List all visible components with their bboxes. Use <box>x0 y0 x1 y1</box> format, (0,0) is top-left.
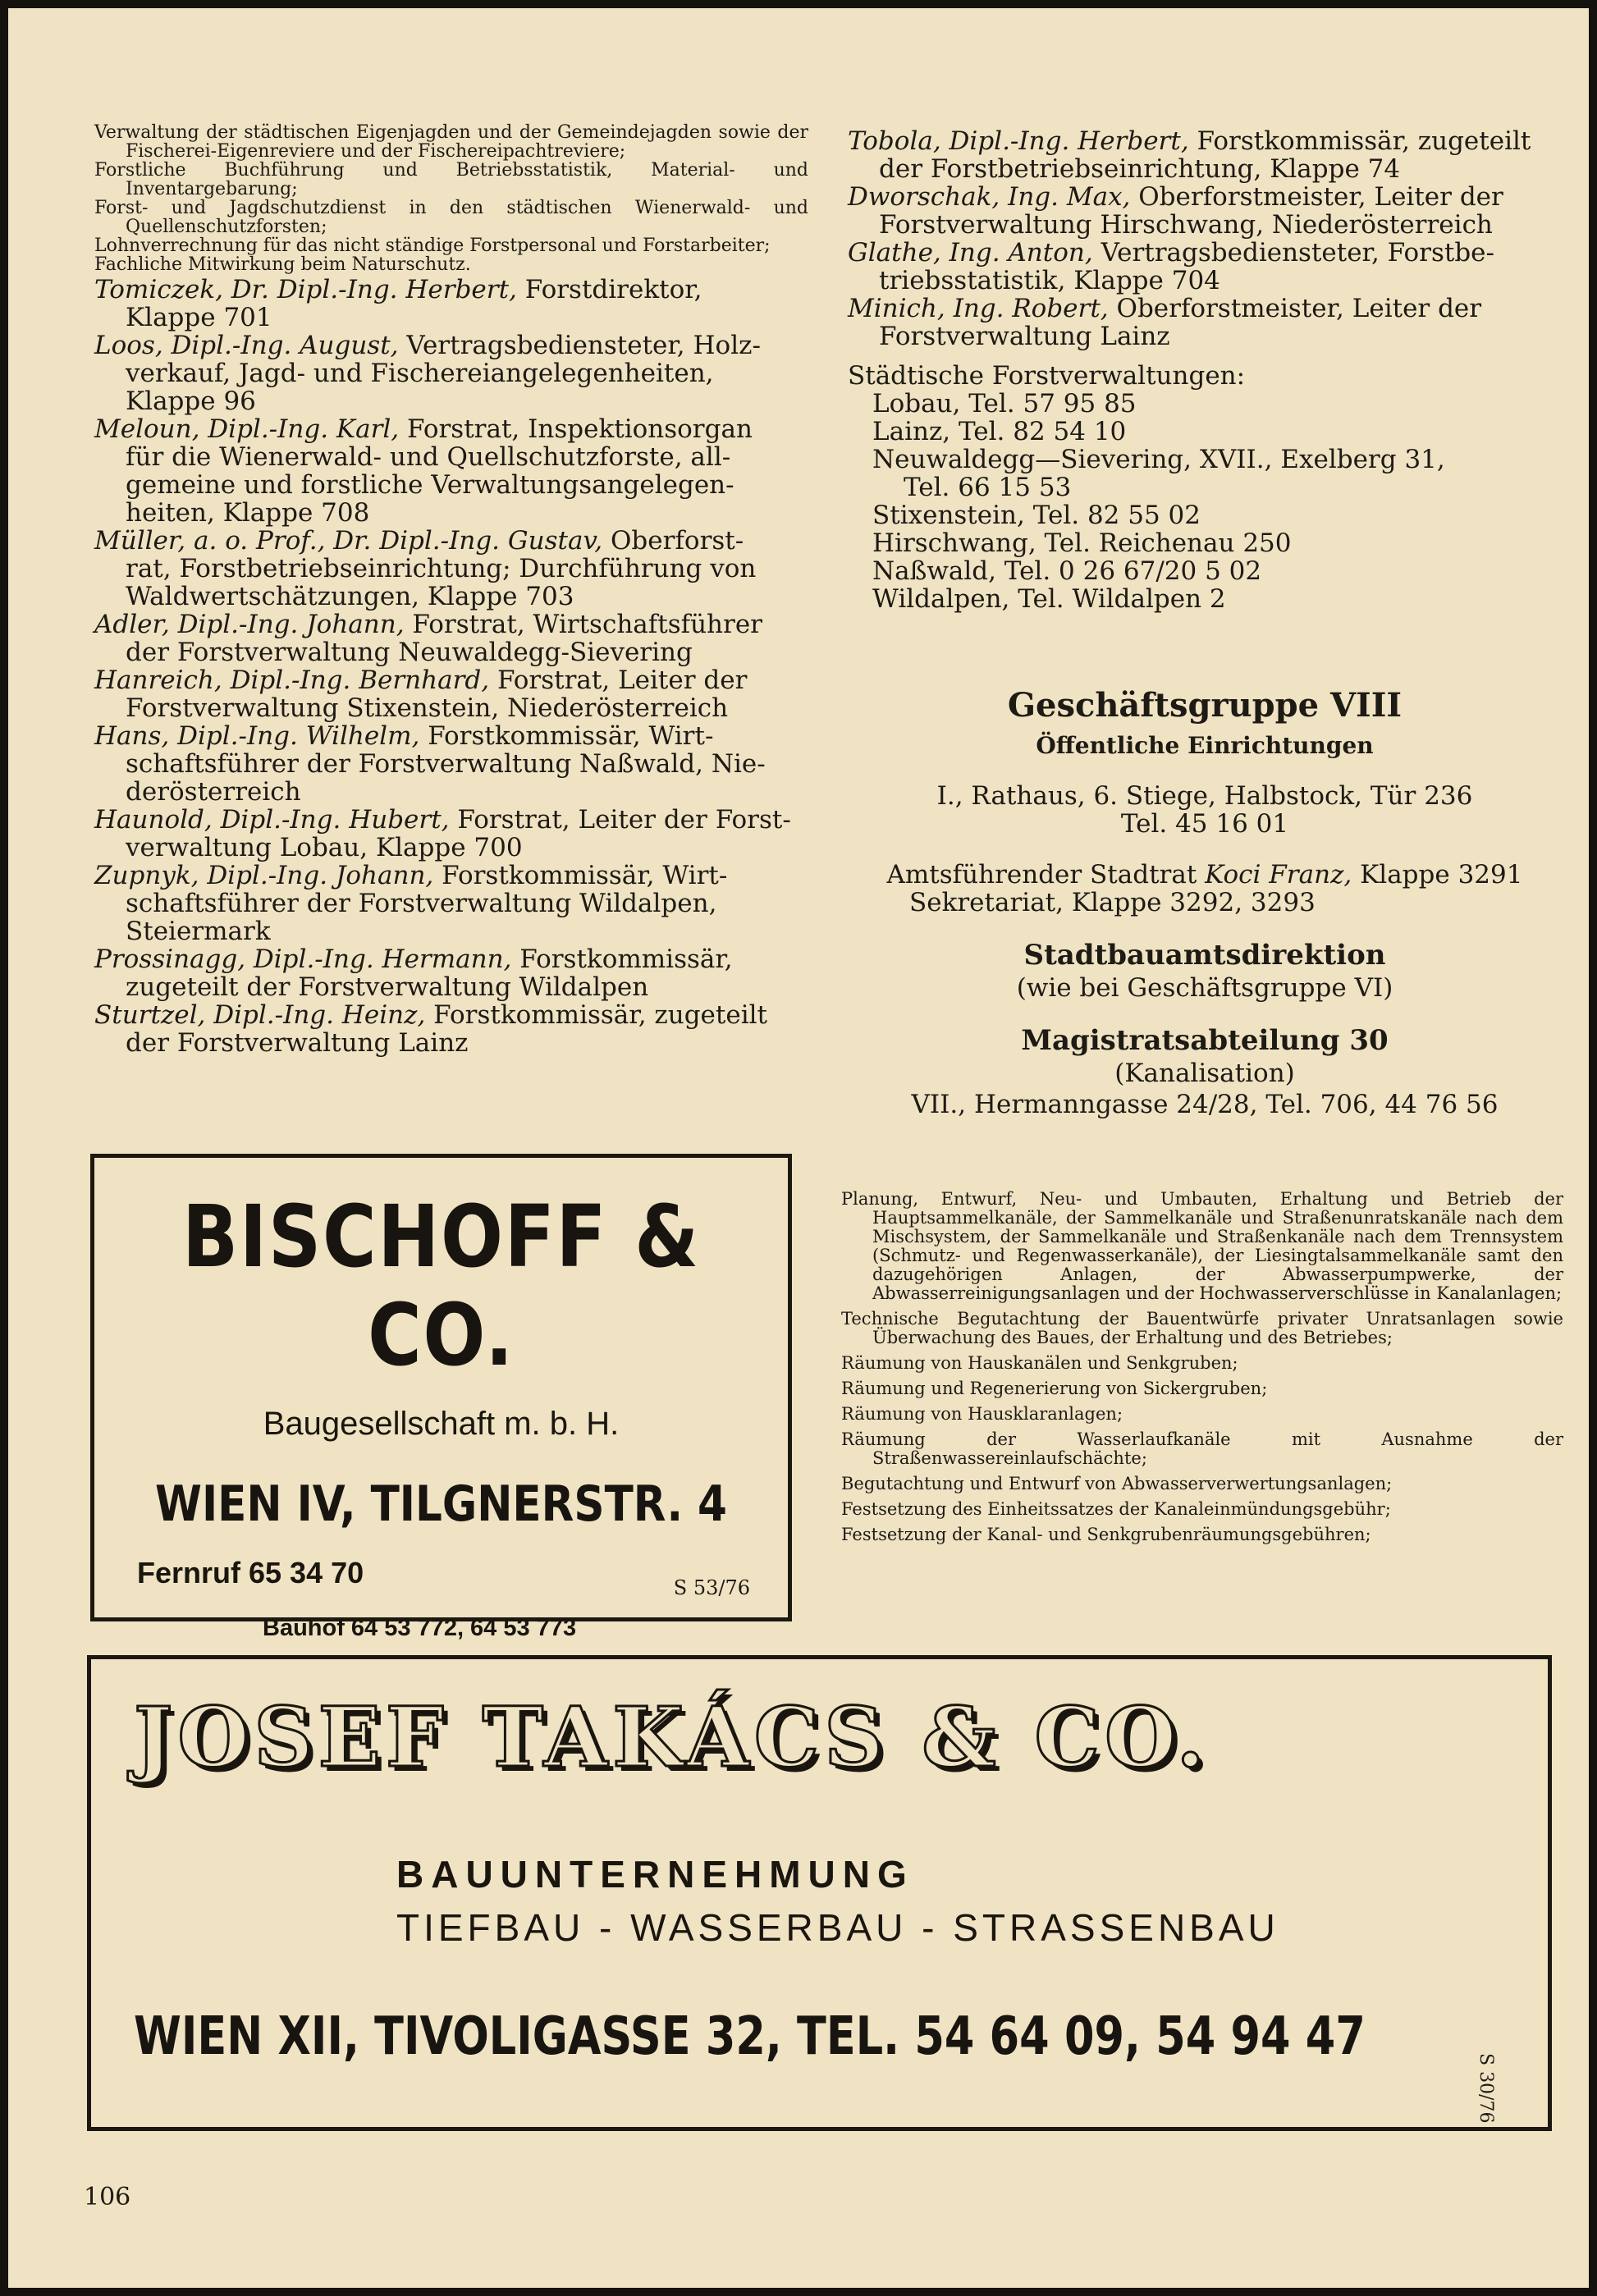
stadtrat-name: Koci Franz, <box>1205 860 1352 890</box>
staff-entry <box>94 527 808 611</box>
staff-entry <box>94 1001 808 1057</box>
task-item: Begutachtung und Entwurf von Abwasserverwertungsanlagen; <box>841 1474 1393 1493</box>
staff-first-line <box>94 722 808 750</box>
staff-name: Minich, Ing. Robert, <box>848 294 1109 323</box>
stadtrat-line <box>848 861 1562 889</box>
staff-cont-line: verwaltung Lobau, Klappe 700 <box>126 833 523 862</box>
page-number: 106 <box>84 2183 131 2211</box>
staff-first-line <box>848 295 1562 322</box>
staff-entry <box>848 127 1562 183</box>
staff-name: Haunold, Dipl.-Ing. Hubert, <box>94 805 450 835</box>
group-phone: Tel. 45 16 01 <box>1120 809 1289 839</box>
staff-entry <box>94 276 808 332</box>
staff-name: Dworschak, Ing. Max, <box>848 182 1131 212</box>
staff-entry <box>94 666 808 722</box>
direktion-sub: (wie bei Geschäftsgruppe VI) <box>1016 973 1393 1003</box>
staff-entry <box>94 332 808 415</box>
forst-item: Neuwaldegg—Sievering, XVII., Exelberg 31, <box>872 445 1445 474</box>
staff-role: Forstkommissär, Wirt- <box>442 861 728 890</box>
takacs-line2: TIEFBAU - WASSERBAU - STRASSENBAU <box>396 1906 1279 1949</box>
staff-name: Loos, Dipl.-Ing. August, <box>94 331 399 360</box>
ma-address: VII., Hermanngasse 24/28, Tel. 706, 44 76 56 <box>911 1090 1499 1119</box>
staff-first-line <box>94 611 808 638</box>
staff-role: Forstkommissär, zugeteilt <box>1197 126 1531 156</box>
staff-role: Forstrat, Inspektionsorgan <box>407 414 753 444</box>
staff-role: Forstkommissär, <box>519 944 733 974</box>
intro-line: Forst- und Jagdschutzdienst in den städtischen Wienerwald- und Quellenschutzforsten; <box>94 198 808 237</box>
staff-role: Forstdirektor, <box>524 275 702 304</box>
bischoff-subtitle: Baugesellschaft m. b. H. <box>263 1406 620 1442</box>
staff-first-line <box>94 1001 808 1029</box>
task-item: Festsetzung des Einheitssatzes der Kanaleinmündungsgebühr; <box>841 1499 1391 1519</box>
staff-name: Zupnyk, Dipl.-Ing. Johann, <box>94 861 434 890</box>
intro-line: Fachliche Mitwirkung beim Naturschutz. <box>94 254 471 275</box>
staff-name: Tobola, Dipl.-Ing. Herbert, <box>848 126 1189 156</box>
right-column <box>848 127 1562 613</box>
staff-cont-line: gemeine und forstliche Verwaltungsangelegen- <box>126 470 734 500</box>
staff-first-line <box>848 183 1562 211</box>
right-staff-list <box>848 127 1562 350</box>
staff-cont-line: triebsstatistik, Klappe 704 <box>879 266 1220 295</box>
staff-role: Oberforstmeister, Leiter der <box>1116 294 1482 323</box>
intro-line: Lohnverrechnung für das nicht ständige Forstpersonal und Forstarbeiter; <box>94 236 771 256</box>
forst-item: Wildalpen, Tel. Wildalpen 2 <box>872 584 1226 614</box>
sekretariat-line: Sekretariat, Klappe 3292, 3293 <box>909 888 1316 917</box>
takacs-line1: BAUUNTERNEHMUNG <box>396 1853 914 1896</box>
staff-first-line <box>94 527 808 555</box>
staff-cont-line: derösterreich <box>126 777 301 807</box>
task-item: Planung, Entwurf, Neu- und Umbauten, Erhaltung und Betrieb der Hauptsammelkanäle, der Sammelkanäle und Straßenunratskanäle nach dem Mischsystem, der Sammelkanäle und Straßenkanäle nach dem Trennsystem (Schmutz- und Regenwasserkanäle), der Liesingtalsammelkanäle samt den dazugehörigen Anlagen, der Abwasserpumpwerke, der Abwasserreinigungsanlagen und der Hochwasserverschlüsse in Kanalanlagen; <box>841 1189 1563 1303</box>
takacs-name: JOSEF TAKÁCS & CO. <box>134 1689 1210 1786</box>
staff-name: Hans, Dipl.-Ing. Wilhelm, <box>94 721 420 751</box>
staff-cont-line: schaftsführer der Forstverwaltung Naßwald, Nie- <box>126 749 766 779</box>
task-item: Technische Begutachtung der Bauentwürfe privater Unratsanlagen sowie Überwachung des Baues, der Erhaltung und des Betriebes; <box>841 1309 1563 1347</box>
staff-role: Vertragsbediensteter, Forstbe- <box>1101 238 1495 268</box>
forst-item: Hirschwang, Tel. Reichenau 250 <box>872 528 1292 558</box>
forst-item: Lainz, Tel. 82 54 10 <box>872 417 1127 446</box>
staff-role: Oberforst- <box>611 526 744 556</box>
staff-entry <box>94 722 808 806</box>
staff-role: Forstrat, Leiter der Forst- <box>457 805 791 835</box>
ad-takacs <box>87 1655 1552 2131</box>
staff-cont-line: verkauf, Jagd- und Fischereiangelegenheiten, <box>126 359 714 388</box>
staff-role: Vertragsbediensteter, Holz- <box>406 331 761 360</box>
staff-cont-line: der Forstverwaltung Lainz <box>126 1028 469 1058</box>
group-subtitle: Öffentliche Einrichtungen <box>1036 732 1374 759</box>
staff-entry <box>848 239 1562 295</box>
task-item: Räumung von Hauskanälen und Senkgruben; <box>841 1353 1238 1373</box>
staff-cont-line: Steiermark <box>126 917 271 946</box>
staff-first-line <box>94 862 808 890</box>
staff-cont-line: Klappe 701 <box>126 303 272 332</box>
staff-entry <box>94 945 808 1001</box>
staff-name: Adler, Dipl.-Ing. Johann, <box>94 610 405 639</box>
group-section <box>848 685 1562 1118</box>
staff-role: Forstkommissär, Wirt- <box>428 721 714 751</box>
bischoff-name: BISCHOFF & CO. <box>182 1187 700 1385</box>
staff-cont-line: Forstverwaltung Hirschwang, Niederösterreich <box>879 210 1493 240</box>
staff-name: Hanreich, Dipl.-Ing. Bernhard, <box>94 665 490 695</box>
staff-cont-line: Klappe 96 <box>126 386 256 416</box>
staff-role: Oberforstmeister, Leiter der <box>1138 182 1503 212</box>
takacs-address: WIEN XII, TIVOLIGASSE 32, TEL. 54 64 09, 54 94 47 <box>134 2006 1366 2067</box>
staff-name: Sturtzel, Dipl.-Ing. Heinz, <box>94 1000 426 1030</box>
staff-first-line <box>94 666 808 694</box>
forst-item: Stixenstein, Tel. 82 55 02 <box>872 501 1201 530</box>
bischoff-phone: Fernruf 65 34 70 <box>137 1556 364 1589</box>
staff-role: Forstrat, Leiter der <box>496 665 748 695</box>
task-item: Räumung der Wasserlaufkanäle mit Ausnahme der Straßenwassereinlaufschächte; <box>841 1429 1563 1468</box>
stadtrat-klappe: Klappe 3291 <box>1360 860 1523 890</box>
task-item: Räumung von Hausklaranlagen; <box>841 1404 1123 1424</box>
forst-item: Naßwald, Tel. 0 26 67/20 5 02 <box>872 556 1262 586</box>
staff-first-line <box>94 276 808 304</box>
staff-name: Tomiczek, Dr. Dipl.-Ing. Herbert, <box>94 275 517 304</box>
staff-role: Forstrat, Wirtschaftsführer <box>412 610 763 639</box>
staff-cont-line: Forstverwaltung Stixenstein, Niederösterreich <box>126 693 729 723</box>
staff-first-line <box>94 806 808 834</box>
staff-cont-line: rat, Forstbetriebseinrichtung; Durchführung von <box>126 554 757 583</box>
staff-cont-line: für die Wienerwald- und Quellschutzforste, all- <box>126 442 731 472</box>
staff-name: Glathe, Ing. Anton, <box>848 238 1093 268</box>
forst-title: Städtische Forstverwaltungen: <box>848 361 1246 391</box>
staff-entry <box>94 415 808 527</box>
ma-task-list <box>841 1190 1563 1551</box>
bischoff-code: S 53/76 <box>673 1576 750 1599</box>
document-page <box>8 8 1589 2288</box>
staff-entry <box>94 806 808 862</box>
forst-item: Tel. 66 15 53 <box>904 473 1072 502</box>
staff-entry <box>94 862 808 945</box>
staff-cont-line: zugeteilt der Forstverwaltung Wildalpen <box>126 972 649 1002</box>
ma-sub: (Kanalisation) <box>1114 1059 1295 1088</box>
staff-cont-line: der Forstbetriebseinrichtung, Klappe 74 <box>879 154 1401 184</box>
staff-role: Forstkommissär, zugeteilt <box>433 1000 767 1030</box>
takacs-code: S 30/76 <box>1476 2053 1496 2124</box>
direktion-title: Stadtbauamtsdirektion <box>1023 939 1386 972</box>
stadtrat-prefix: Amtsführender Stadtrat <box>886 860 1197 890</box>
staff-first-line <box>94 332 808 359</box>
ma-title: Magistratsabteilung 30 <box>1021 1024 1389 1057</box>
staff-name: Meloun, Dipl.-Ing. Karl, <box>94 414 400 444</box>
bischoff-bauhof: Bauhof 64 53 772, 64 53 773 <box>263 1615 577 1641</box>
left-column <box>94 123 808 1057</box>
staff-cont-line: schaftsführer der Forstverwaltung Wildalpen, <box>126 889 717 918</box>
forst-item: Lobau, Tel. 57 95 85 <box>872 389 1137 418</box>
staff-cont-line: heiten, Klappe 708 <box>126 498 370 528</box>
staff-cont-line: der Forstverwaltung Neuwaldegg-Sievering <box>126 638 693 667</box>
staff-cont-line: Waldwertschätzungen, Klappe 703 <box>126 582 574 611</box>
group-title: Geschäftsgruppe VIII <box>1007 686 1403 725</box>
intro-line: Forstliche Buchführung und Betriebsstatistik, Material- und Inventargebarung; <box>94 160 808 199</box>
staff-entry <box>848 183 1562 239</box>
staff-name: Prossinagg, Dipl.-Ing. Hermann, <box>94 944 512 974</box>
staff-entry <box>848 295 1562 350</box>
bischoff-address: WIEN IV, TILGNERSTR. 4 <box>155 1475 727 1533</box>
forst-list <box>848 390 1562 613</box>
task-item: Festsetzung der Kanal- und Senkgrubenräumungsgebühren; <box>841 1525 1371 1544</box>
group-address: I., Rathaus, 6. Stiege, Halbstock, Tür 236 <box>936 781 1473 811</box>
staff-first-line <box>848 127 1562 155</box>
left-staff-list <box>94 276 808 1057</box>
staff-first-line <box>94 415 808 443</box>
staff-name: Müller, a. o. Prof., Dr. Dipl.-Ing. Gustav, <box>94 526 603 556</box>
ad-bischoff <box>90 1154 792 1641</box>
intro-line: Verwaltung der städtischen Eigenjagden und der Gemeindejagden sowie der Fischerei-Eigenreviere und der Fischereipachtreviere; <box>94 122 808 162</box>
intro-task-list <box>94 123 808 274</box>
staff-first-line <box>94 945 808 973</box>
task-item: Räumung und Regenerierung von Sickergruben; <box>841 1379 1268 1398</box>
staff-first-line <box>848 239 1562 267</box>
staff-cont-line: Forstverwaltung Lainz <box>879 322 1170 351</box>
staff-entry <box>94 611 808 666</box>
